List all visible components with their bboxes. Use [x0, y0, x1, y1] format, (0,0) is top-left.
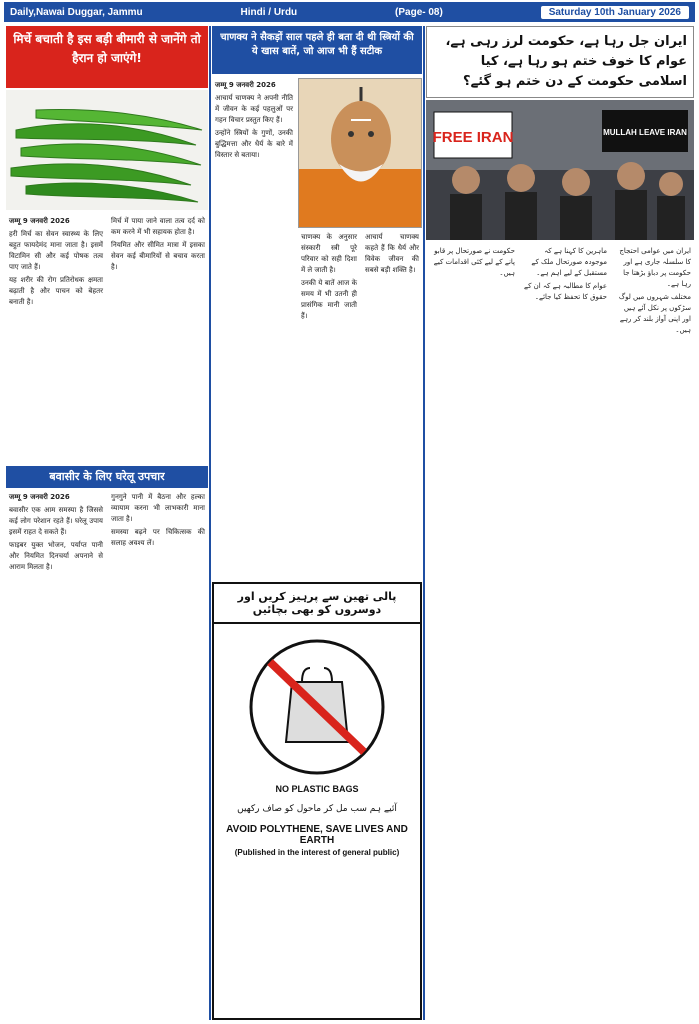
- cough-para-3: गुनगुने पानी में बैठना और हल्का व्यायाम करना भी लाभकारी माना जाता है।: [111, 493, 205, 523]
- green-chilli-image: [6, 90, 208, 210]
- iran-body-col2: [520, 244, 610, 1020]
- iran-body-col1: [612, 244, 694, 1020]
- iran-headline: ایران جل رہا ہے، حکومت لرز رہی ہے، عوام کا خوف ختم ہو رہا ہے، کیا اسلامی حکومت کے دن ختم ہو گئے؟: [426, 26, 694, 98]
- chilli-dateline: जम्मू 9 जनवरी 2026: [9, 217, 70, 225]
- ad-urdu-line: آئیے ہم سب مل کر ماحول کو صاف رکھیں: [237, 804, 397, 814]
- mullah-sign: MULLAH LEAVE IRAN: [603, 128, 687, 137]
- ad-slogan: AVOID POLYTHENE, SAVE LIVES AND EARTH: [226, 824, 408, 846]
- cough-body-col2: [108, 490, 208, 1020]
- column-divider-left: [209, 26, 211, 1020]
- issue-date: Saturday 10th January 2026: [541, 6, 689, 19]
- ad-badge: NO PLASTIC BAGS: [275, 784, 359, 794]
- protest-image: [426, 100, 694, 240]
- chilli-body-col1: [6, 214, 106, 464]
- masthead: [4, 2, 695, 22]
- chilli-para-2: यह शरीर की रोग प्रतिरोधक क्षमता बढ़ाती है और पाचन को बेहतर बनाती है।: [9, 276, 103, 306]
- chilli-photo: [6, 90, 208, 210]
- iran-para-1: ایران میں عوامی احتجاج کا سلسلہ جاری ہے اور حکومت پر دباؤ بڑھتا جا رہا ہے۔: [619, 247, 691, 288]
- chanakya-para-1: आचार्य चाणक्य ने अपनी नीति में जीवन के कई पहलुओं पर गहन विचार प्रस्तुत किए हैं।: [215, 94, 293, 124]
- cough-body-col1: [6, 490, 106, 1020]
- cough-para-1: बवासीर एक आम समस्या है जिससे कई लोग परेशान रहते हैं। घरेलू उपाय इसमें राहत दे सकते हैं।: [9, 506, 103, 536]
- cough-dateline: जम्मू 9 जनवरी 2026: [9, 493, 70, 501]
- chanakya-para-3: चाणक्य के अनुसार संस्कारी स्त्री पूरे परिवार को सही दिशा में ले जाती है।: [301, 233, 357, 274]
- chilli-para-1: हरी मिर्च का सेवन स्वास्थ्य के लिए बहुत फायदेमंद माना जाता है। इसमें विटामिन सी और कई पोषक तत्व पाए जाते हैं।: [9, 230, 103, 271]
- no-plastic-icon: [214, 632, 420, 782]
- language: Hindi / Urdu: [240, 6, 298, 18]
- page-number: (Page- 08): [395, 6, 443, 18]
- chanakya-body-col2: [298, 230, 360, 580]
- ad-urdu-title: پالی تھین سے پرہیز کریں اور دوسروں کو بھی بچائیں: [214, 584, 420, 624]
- chanakya-portrait: [299, 79, 422, 228]
- column-divider-right: [423, 26, 425, 1020]
- iran-body-col3: [426, 244, 518, 1020]
- chilli-headline: मिर्चे बचाती है इस बड़ी बीमारी से जानेंगे तो हैरान हो जाएंगे!: [6, 26, 208, 88]
- cough-headline: बवासीर के लिए घरेलू उपचार: [6, 466, 208, 488]
- anti-polythene-ad: [212, 582, 422, 1020]
- chanakya-para-4: उनकी ये बातें आज के समय में भी उतनी ही प्रासंगिक मानी जाती हैं।: [301, 279, 357, 320]
- iran-protest-photo: [426, 100, 694, 240]
- chanakya-para-2: उन्होंने स्त्रियों के गुणों, उनकी बुद्धिमत्ता और धैर्य के बारे में विस्तार से बताया।: [215, 129, 293, 159]
- cough-para-4: समस्या बढ़ने पर चिकित्सक की सलाह अवश्य लें।: [111, 528, 205, 547]
- chilli-body-col2: [108, 214, 208, 464]
- chanakya-para-5: आचार्य चाणक्य कहते हैं कि धैर्य और विवेक जीवन की सबसे बड़ी शक्ति है।: [365, 233, 419, 274]
- cough-para-2: फाइबर युक्त भोजन, पर्याप्त पानी और नियमित दिनचर्या अपनाने से आराम मिलता है।: [9, 541, 103, 571]
- chilli-para-3: मिर्च में पाया जाने वाला तत्व दर्द को कम करने में भी सहायक होता है।: [111, 217, 205, 236]
- iran-para-5: حکومت نے صورتحال پر قابو پانے کے لیے کئی اقدامات کیے ہیں۔: [433, 247, 515, 277]
- iran-para-4: عوام کا مطالبہ ہے کہ ان کے حقوق کا تحفظ کیا جائے۔: [523, 282, 607, 301]
- chanakya-dateline: जम्मू 9 जनवरी 2026: [215, 81, 276, 89]
- iran-para-2: مختلف شہروں میں لوگ سڑکوں پر نکل آئے ہیں اور اپنی آواز بلند کر رہے ہیں۔: [618, 293, 691, 334]
- chanakya-body-col1: [212, 78, 296, 578]
- chanakya-photo: [298, 78, 422, 228]
- ad-note: (Published in the interest of general public): [234, 848, 400, 857]
- free-iran-sign: FREE IRAN: [432, 129, 514, 146]
- chanakya-headline: चाणक्य ने सैकड़ों साल पहले ही बता दी थी स्त्रियों की ये खास बातें, जो आज भी हैं सटीक: [212, 26, 422, 74]
- paper-name: Daily,Nawai Duggar, Jammu: [10, 6, 143, 18]
- chanakya-body-col3: [362, 230, 422, 580]
- iran-para-3: ماہرین کا کہنا ہے کہ موجودہ صورتحال ملک کے مستقبل کے لیے اہم ہے۔: [531, 247, 607, 277]
- chilli-para-4: नियमित और सीमित मात्रा में इसका सेवन कई बीमारियों से बचाव करता है।: [111, 241, 205, 271]
